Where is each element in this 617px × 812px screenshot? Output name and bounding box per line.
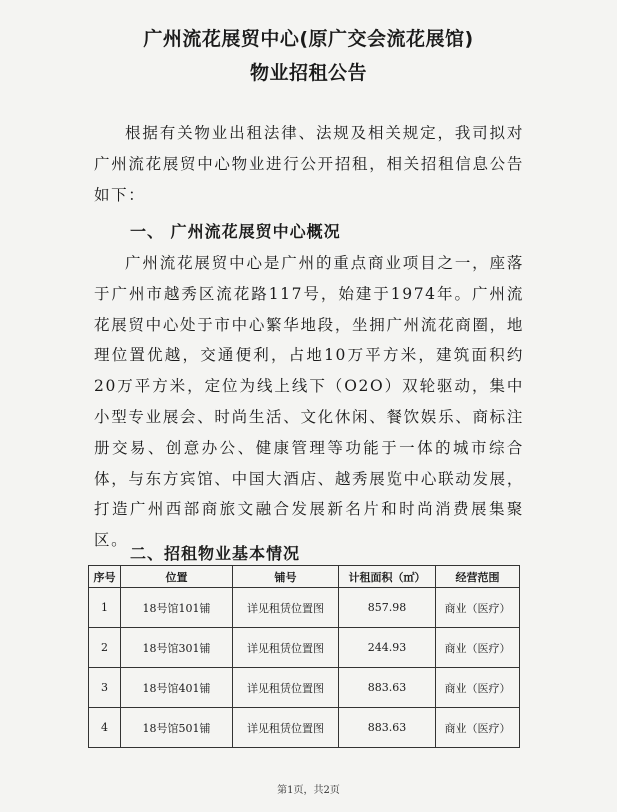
cell-area: 883.63 xyxy=(339,708,436,748)
cell-area: 883.63 xyxy=(339,668,436,708)
section-2-heading: 二、招租物业基本情况 xyxy=(130,544,301,563)
section-1-paragraph: 广州流花展贸中心是广州的重点商业项目之一，座落于广州市越秀区流花路117号，始建于1974年。广州流花展贸中心处于市中心繁华地段，坐拥广州流花商圈，地理位置优越，交通便利，占地10万平方米，建筑面积约20万平方米，定位为线上线下（O2O）双轮驱动，集中小型专业展会、时尚生活、文化休闲、餐饮娱乐、商标注册交易、创意办公、健康管理等功能于一体的城市综合体，与东方宾馆、中国大酒店、越秀展览中心联动发展，打造广州西部商旅文融合发展新名片和时尚消费展集聚区。 xyxy=(94,254,524,550)
header-location: 位置 xyxy=(121,566,233,588)
page-footer: 第1页，共2页 xyxy=(277,785,340,796)
cell-location: 18号馆501铺 xyxy=(121,708,233,748)
document-subtitle: 物业招租公告 xyxy=(249,62,367,84)
cell-location: 18号馆401铺 xyxy=(121,668,233,708)
cell-scope: 商业（医疗） xyxy=(436,628,520,668)
cell-index: 3 xyxy=(89,668,121,708)
cell-unit: 详见租赁位置图 xyxy=(233,588,339,628)
cell-area: 244.93 xyxy=(339,628,436,668)
header-scope: 经营范围 xyxy=(436,566,520,588)
header-area: 计租面积（㎡） xyxy=(339,566,436,588)
header-unit: 铺号 xyxy=(233,566,339,588)
table-row xyxy=(89,628,520,668)
cell-scope: 商业（医疗） xyxy=(436,588,520,628)
cell-index: 4 xyxy=(89,708,121,748)
cell-unit: 详见租赁位置图 xyxy=(233,628,339,668)
section-1-heading: 一、 广州流花展贸中心概况 xyxy=(130,222,341,241)
table-row xyxy=(89,668,520,708)
cell-location: 18号馆301铺 xyxy=(121,628,233,668)
cell-index: 2 xyxy=(89,628,121,668)
header-index: 序号 xyxy=(89,566,121,588)
table-row xyxy=(89,708,520,748)
intro-paragraph: 根据有关物业出租法律、法规及相关规定，我司拟对广州流花展贸中心物业进行公开招租，相关招租信息公告如下： xyxy=(94,124,524,204)
property-table xyxy=(88,565,520,748)
cell-index: 1 xyxy=(89,588,121,628)
cell-unit: 详见租赁位置图 xyxy=(233,668,339,708)
document-title: 广州流花展贸中心(原广交会流花展馆) xyxy=(143,28,474,50)
cell-unit: 详见租赁位置图 xyxy=(233,708,339,748)
cell-location: 18号馆101铺 xyxy=(121,588,233,628)
cell-scope: 商业（医疗） xyxy=(436,668,520,708)
cell-area: 857.98 xyxy=(339,588,436,628)
cell-scope: 商业（医疗） xyxy=(436,708,520,748)
table-header-row xyxy=(89,566,520,588)
table-row xyxy=(89,588,520,628)
